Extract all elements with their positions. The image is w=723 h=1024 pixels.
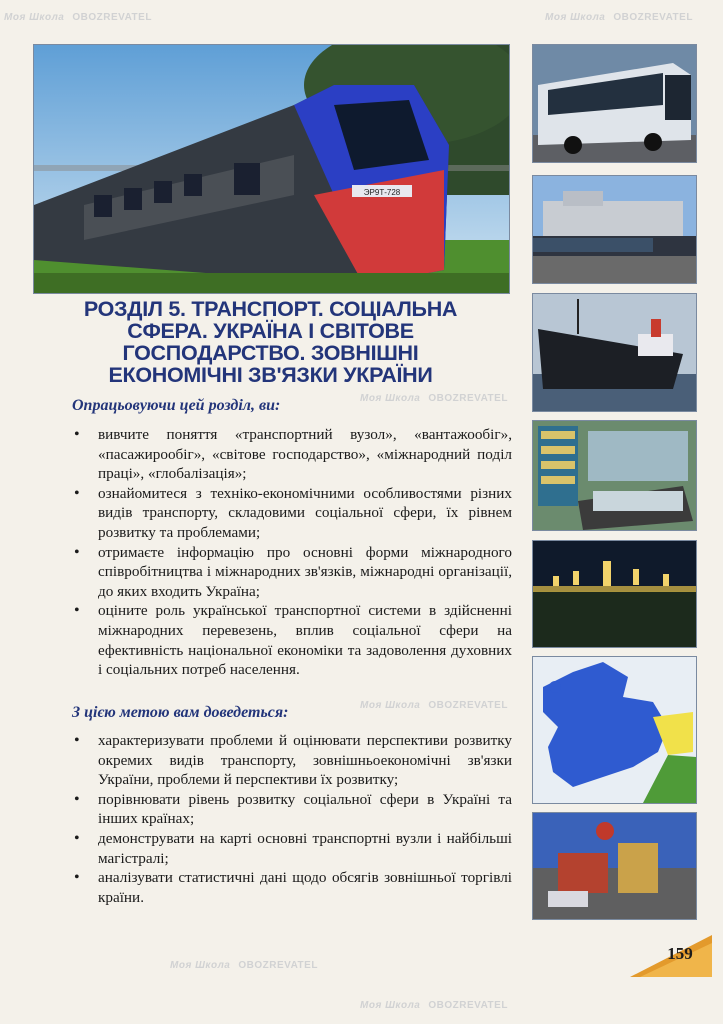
list-item: • демонструвати на карті основні транспортні вузли і найбільші магістралі;	[72, 829, 512, 868]
train-number: ЭР9Т-728	[363, 188, 401, 197]
railway-station-photo	[532, 175, 697, 284]
list-item: • порівнювати рівень розвитку соціальної сфери в Україні та інших країнах;	[72, 790, 512, 829]
section-heading-tasks: З цією метою вам доведеться:	[72, 704, 289, 721]
watermark: Моя Школа OBOZREVATEL	[360, 700, 508, 711]
page-number: 159	[667, 944, 693, 963]
list-item: • отримаєте інформацію про основні форми міжнародного співробітництва і міжнародних зв'язків, міжнародні організації, до яких входить Україна;	[72, 543, 512, 602]
bookstore-photo	[532, 420, 697, 531]
watermark: Моя Школа OBOZREVATEL	[360, 393, 508, 404]
watermark: Моя Школа OBOZREVATEL	[4, 12, 152, 23]
city-street-photo	[532, 812, 697, 920]
europe-map	[532, 656, 697, 804]
section-heading-learn: Опрацьовуючи цей розділ, ви:	[72, 397, 281, 414]
watermark: Моя Школа OBOZREVATEL	[360, 1000, 508, 1011]
tasks-list	[72, 731, 512, 907]
train-photo	[33, 44, 510, 294]
city-night-photo	[532, 540, 697, 648]
bus-photo	[532, 44, 697, 163]
list-item: • характеризувати проблеми й оцінювати перспективи розвитку окремих видів транспорту, зовнішньоекономічні зв'язки України, проблеми й перспективи їх розвитку;	[72, 731, 512, 790]
chapter-title: РОЗДІЛ 5. ТРАНСПОРТ. СОЦІАЛЬНА СФЕРА. УКРАЇНА І СВІТОВЕ ГОСПОДАРСТВО. ЗОВНІШНІ ЕКОНОМІЧНІ ЗВ'ЯЗКИ УКРАЇНИ	[83, 297, 458, 387]
ship-photo	[532, 293, 697, 412]
watermark: Моя Школа OBOZREVATEL	[170, 960, 318, 971]
list-item: • оціните роль української транспортної системи в здійсненні міжнародних перевезень, вплив соціальної сфери на ефективність національної економіки та задоволення духовних і соціальних потреб населення.	[72, 601, 512, 679]
list-item: • аналізувати статистичні дані щодо обсягів зовнішньої торгівлі країни.	[72, 868, 512, 907]
list-item: • ознайомитеся з техніко-економічними особливостями різних видів транспорту, складовими соціальної сфери, їх рівнем розвитку та проблемами;	[72, 484, 512, 543]
list-item: • вивчите поняття «транспортний вузол», «вантажообіг», «пасажирообіг», «світове господарство», «міжнародний поділ праці», «глобалізація»;	[72, 425, 512, 484]
watermark: Моя Школа OBOZREVATEL	[545, 12, 693, 23]
learning-goals-list	[72, 425, 512, 680]
